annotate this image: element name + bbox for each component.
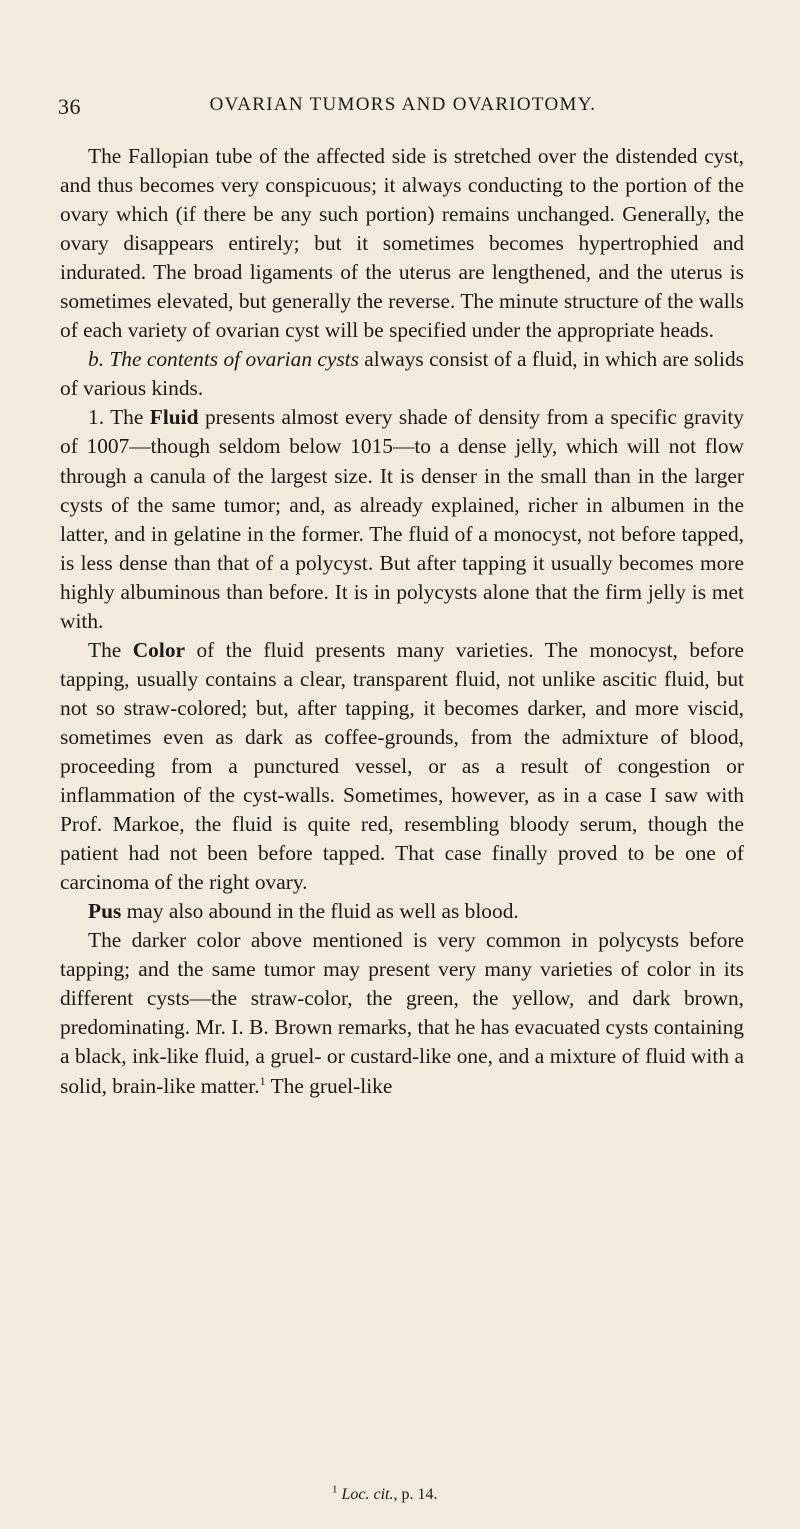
page-header [58, 94, 748, 124]
paragraph [60, 142, 744, 345]
body-text [60, 142, 744, 1101]
text-run: always consist of a fluid, in which are solids of various kinds. [60, 347, 744, 401]
paragraph [60, 345, 744, 403]
paragraph [60, 403, 744, 635]
text-run: The gruel-like [265, 1073, 393, 1098]
text-run: The Fallopian tube of the affected side is stretched over the distended cyst, and thus becomes very conspicuous; it always conducting to the portion of the ovary which (if there be any such portion) remains unchanged. Generally, the ovary disappears entirely; but it sometimes becomes hypertrophied and indurated. The broad ligaments of the uterus are lengthened, and the uterus is sometimes elevated, but generally the reverse. The minute structure of the walls of each variety of ovarian cyst will be specified under the appropriate heads. [60, 144, 744, 343]
footnote-citation: Loc. cit. [341, 1486, 394, 1503]
text-run: The [88, 637, 133, 662]
paragraph [60, 926, 744, 1100]
text-run: of the fluid presents many varieties. The monocyst, before tapping, usually contains a clear, transparent fluid, not unlike ascitic fluid, but not so straw-colored; but, after tapping, it becomes darker, and more viscid, sometimes even as dark as coffee-grounds, from the admixture of blood, proceeding from a punctured vessel, or as a result of congestion or inflammation of the cyst-walls. Sometimes, however, as in a case I saw with Prof. Markoe, the fluid is quite red, resembling bloody serum, though the patient had not been before tapped. That case finally proved to be one of carcinoma of the right ovary. [60, 637, 744, 895]
bold-run: Color [132, 637, 186, 662]
footnote-reference: , p. 14. [393, 1486, 438, 1503]
bold-run: Fluid [149, 405, 199, 430]
paragraph [60, 636, 744, 897]
italic-run: b. The contents of ovarian cysts [88, 347, 359, 372]
page-number: 36 [58, 94, 81, 119]
text-run: may also abound in the fluid as well as blood. [121, 899, 519, 924]
running-head: OVARIAN TUMORS AND OVARIOTOMY. [209, 94, 597, 115]
footnote [332, 1483, 438, 1504]
footnote-reference-mark: 1 [259, 1073, 266, 1088]
text-run: presents almost every shade of density from a specific gravity of 1007—though seldom below 1015—to a dense jelly, which will not flow through a canula of the largest size. It is denser in the small than in the larger cysts of the same tumor; and, as already explained, richer in albumen in the latter, and in gelatine in the former. The fluid of a monocyst, not before tapped, is less dense than that of a polycyst. But after tapping it usually becomes more highly albuminous than before. It is in polycysts alone that the firm jelly is met with. [60, 405, 744, 633]
text-run: The darker color above mentioned is very common in polycysts before tapping; and the same tumor may present very many varieties of color in its different cysts—the straw-color, the green, the yellow, and dark brown, predominating. Mr. I. B. Brown remarks, that he has evacuated cysts containing a black, ink-like fluid, a gruel- or custard-like one, and a mixture of fluid with a solid, brain-like matter. [60, 928, 744, 1098]
paragraph [60, 897, 744, 926]
bold-run: Pus [88, 899, 122, 924]
text-run: 1. The [88, 405, 150, 430]
footnote-marker: 1 [332, 1483, 338, 1496]
